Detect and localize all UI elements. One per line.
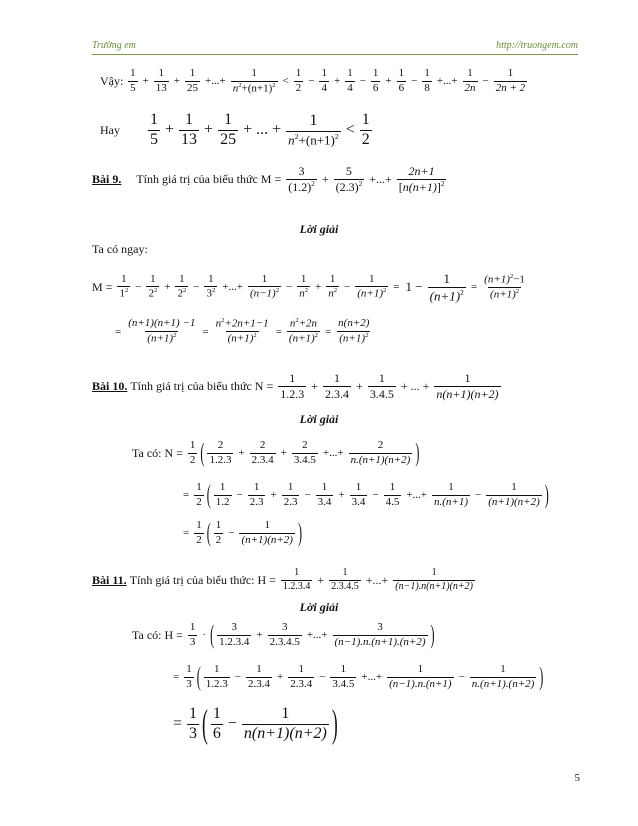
fraction: $\frac{1}{1.2.3.4}$ (282, 567, 311, 592)
fraction: $\frac{1}{2.3.4}$ (247, 663, 270, 690)
fraction: $\frac{1}{3^2}$ (206, 272, 216, 301)
bai9-text: Tính giá trị của biểu thức M = (136, 171, 282, 186)
fraction: $\frac{1}{4}$ (347, 67, 353, 94)
fraction: $\frac{1}{(n+1)^2}$ (429, 271, 464, 303)
fraction: $\frac{1}{2}$ (189, 439, 196, 466)
fraction: $\frac{1}{(n-1).n.(n+1)}$ (389, 663, 452, 690)
fraction: 1 $n^2+(n+1)^2$ (288, 112, 339, 148)
bai11-solution-line3: = $\frac{1}{3}$ ( 1 6 − $\frac{1}{n(n+1)(n+2)}$ ) (173, 701, 338, 746)
fraction: $\frac{1}{6}$ (372, 67, 379, 94)
bai9-solution-title: Lời giải (299, 222, 339, 236)
fraction: $\frac{1}{3.4.5}$ (369, 371, 394, 401)
fraction: $\frac{1}{3.4.5}$ (332, 663, 355, 690)
fraction: $\frac{1}{2n + 2}$ (495, 67, 526, 94)
bai9-solution-line1: M = $\frac{1}{1^2}$ − $\frac{1}{2^2}$ + $\frac{1}{2^2}$ − $\frac{1}{3^2}$ +...+ $\frac{1}{(n-1)^2}$ − $\frac{1}{n^2}$ + $\frac{1}{n^2}$ − $\frac{1}{(n+1)^2}$ = 1 − $\frac{1}{(n+1)^2}$ = $\frac{(n+1)^2-1}{(n+1)^2}$ (92, 271, 525, 303)
fraction: $\frac{1}{2.3}$ (283, 481, 298, 508)
vay-line: Vậy: 1 5 + $\frac{1}{13}$ + $\frac{1}{25}$ +...+ $\frac{1}{n^2+(n+1)^2}$ < 1 2 − $\frac{1}{4}$ + $\frac{1}{4}$ − $\frac{1}{6}$ + $\frac{1}{6}$ − $\frac{1}{8}$ +...+ $\frac{1}{2n}$ − $\frac{1}{2n + 2}$ (100, 67, 526, 95)
fraction: $\frac{n(n+2)}{(n+1)^2}$ (338, 317, 370, 345)
bai10-text: Tính giá trị của biểu thức N = (130, 378, 274, 393)
bai10-solution-line3: = $\frac{1}{2}$ ( 1 2 − $\frac{1}{(n+1)(n+2)}$ ) (183, 516, 302, 548)
fraction: $\frac{(n+1)(n+1) -1}{(n+1)^2}$ (128, 317, 196, 345)
fraction: 3 1.2.3.4 (219, 621, 250, 648)
fraction: 1 1.2.3 (205, 663, 228, 690)
fraction: $\frac{3}{(n-1).n.(n+1).(n+2)}$ (334, 621, 426, 648)
fraction: $\frac{1}{(n+1)^2}$ (357, 272, 387, 301)
fraction: $\frac{1}{2n}$ (464, 67, 476, 94)
fraction: $\frac{1}{4}$ (321, 67, 327, 94)
fraction: $\frac{1}{3}$ (189, 705, 198, 742)
fraction: $\frac{1}{1^2}$ (119, 272, 129, 301)
fraction: $\frac{1}{25}$ (220, 111, 237, 148)
fraction: 1 2 (361, 111, 370, 148)
page-number: 5 (574, 772, 580, 784)
bai10-solution-line2: = $\frac{1}{2}$ ( 1 1.2 − $\frac{1}{2.3}$ + $\frac{1}{2.3}$ − $\frac{1}{3.4}$ + $\frac{1}{3.4}$ − $\frac{1}{4.5}$ +...+ $\frac{1}{n.(n+1)}$ − $\frac{1}{(n+1)(n+2)}$ ) (183, 478, 549, 510)
bai11-solution-line1: Ta có: H = $\frac{1}{3}$ · ( 3 1.2.3.4 + $\frac{3}{2.3.4.5}$ +...+ $\frac{3}{(n-1).n.(n+1).(n+2)}$ ) (132, 618, 435, 650)
bai10-solution-title: Lời giải (299, 412, 339, 426)
fraction: 1 2 (215, 519, 222, 546)
fraction: $\frac{2}{n.(n+1)(n+2)}$ (350, 439, 411, 466)
fraction: $\frac{1}{(n-1)^2}$ (249, 272, 279, 301)
fraction: $\frac{1}{n^2}$ (328, 272, 338, 301)
fraction: 1 5 (130, 67, 136, 94)
fraction: $\frac{3}{2.3.4.5}$ (269, 621, 300, 648)
fraction: $\frac{n^2+2n+1-1}{(n+1)^2}$ (215, 317, 269, 345)
fraction: $\frac{1}{8}$ (424, 67, 430, 94)
fraction: $\frac{1}{25}$ (187, 67, 199, 94)
fraction: $\frac{n^2+2n}{(n+1)^2}$ (288, 317, 318, 345)
bai9-intro: Ta có ngay: (92, 242, 148, 256)
header-url: http://truongem.com (496, 40, 578, 51)
fraction: $\frac{1}{4.5}$ (385, 481, 400, 508)
fraction: $\frac{1}{3}$ (189, 621, 196, 648)
bai9-label: Bài 9. (92, 171, 122, 186)
fraction: $\frac{1}{n.(n+1).(n+2)}$ (471, 663, 535, 690)
fraction: $\frac{2n+1}{[n(n+1)]^2}$ (398, 164, 445, 194)
fraction: $\frac{2}{2.3.4}$ (251, 439, 274, 466)
bai11-text: Tính giá trị của biểu thức: H = (129, 572, 276, 587)
bai11-statement: Bài 11. Tính giá trị của biểu thức: H = $\frac{1}{1.2.3.4}$ + $\frac{1}{2.3.4.5}$ +...+ $\frac{1}{(n-1).n(n+1)(n+2)}$ (92, 567, 473, 592)
fraction: $\frac{1}{n(n+1)(n+2)}$ (436, 371, 499, 401)
fraction: $\frac{1}{3}$ (186, 663, 192, 690)
fraction: $\frac{1}{n.(n+1)}$ (434, 481, 469, 508)
fraction: $\frac{1}{2^2}$ (177, 272, 187, 301)
fraction: $\frac{1}{2.3.4}$ (290, 663, 313, 690)
fraction: $\frac{1}{n^2+(n+1)^2}$ (232, 67, 276, 95)
fraction: $\frac{1}{(n+1)(n+2)}$ (241, 519, 293, 546)
fraction: $\frac{1}{n^2}$ (299, 272, 309, 301)
bai10-statement: Bài 10. Tính giá trị của biểu thức N = $\frac{1}{1.2.3}$ + $\frac{1}{2.3.4}$ + $\frac{1}{3.4.5}$ + ... + $\frac{1}{n(n+1)(n+2)}$ (92, 371, 499, 401)
fraction: $\frac{1}{6}$ (398, 67, 405, 94)
bai9-solution-line2: = $\frac{(n+1)(n+1) -1}{(n+1)^2}$ = $\frac{n^2+2n+1-1}{(n+1)^2}$ = $\frac{n^2+2n}{(n+1)^2}$ = $\frac{n(n+2)}{(n+1)^2}$ (115, 317, 370, 345)
fraction: 1 1.2 (215, 481, 230, 508)
bai11-solution-title: Lời giải (299, 600, 339, 614)
fraction: $\frac{1}{3.4}$ (317, 481, 332, 508)
fraction: $\frac{1}{(n+1)(n+2)}$ (488, 481, 540, 508)
fraction: 1 2 (295, 67, 302, 94)
fraction: $\frac{1}{1.2.3}$ (280, 371, 305, 401)
fraction: $\frac{3}{(1.2)^2}$ (288, 164, 315, 194)
fraction: $\frac{1}{13}$ (181, 111, 198, 148)
fraction: $\frac{1}{13}$ (155, 67, 167, 94)
bai11-solution-line2: = $\frac{1}{3}$ ( 1 1.2.3 − $\frac{1}{2.3.4}$ + $\frac{1}{2.3.4}$ − $\frac{1}{3.4.5}$ +...+ $\frac{1}{(n-1).n.(n+1)}$ − $\frac{1}{n.(n+1).(n+2)}$ ) (173, 660, 544, 692)
fraction: 1 6 (212, 705, 221, 742)
hay-label: Hay (100, 122, 120, 137)
fraction: $\frac{2}{3.4.5}$ (293, 439, 316, 466)
bai11-label: Bài 11. (92, 572, 127, 587)
fraction: $\frac{1}{2.3.4.5}$ (331, 567, 359, 592)
header-rule (92, 54, 578, 55)
fraction: 1 5 (150, 111, 158, 148)
vay-label: Vậy: (100, 73, 124, 88)
bai9-statement: Bài 9. Tính giá trị của biểu thức M = $\frac{3}{(1.2)^2}$ + $\frac{5}{(2.3)^2}$ +...+ $\frac{2n+1}{[n(n+1)]^2}$ (92, 164, 445, 194)
fraction: $\frac{(n+1)^2-1}{(n+1)^2}$ (484, 272, 525, 301)
fraction: 2 1.2.3 (209, 439, 232, 466)
fraction: $\frac{1}{2}$ (196, 481, 202, 508)
fraction: $\frac{1}{2^2}$ (148, 272, 158, 301)
fraction: $\frac{1}{n(n+1)(n+2)}$ (243, 705, 327, 742)
bai10-label: Bài 10. (92, 378, 128, 393)
fraction: $\frac{1}{2}$ (196, 519, 202, 546)
header-site-name: Trường em (92, 40, 136, 51)
bai10-solution-line1: Ta có: N = $\frac{1}{2}$ ( 2 1.2.3 + $\frac{2}{2.3.4}$ + $\frac{2}{3.4.5}$ +...+ $\frac{2}{n.(n+1)(n+2)}$ ) (132, 436, 420, 468)
fraction: $\frac{1}{2.3.4}$ (325, 371, 350, 401)
fraction: $\frac{1}{3.4}$ (351, 481, 366, 508)
hay-line: Hay 1 5 + $\frac{1}{13}$ + $\frac{1}{25}$ + ... + 1 $n^2+(n+1)^2$ < 1 2 (100, 111, 370, 148)
fraction: $\frac{5}{(2.3)^2}$ (335, 164, 363, 194)
fraction: $\frac{1}{2.3}$ (249, 481, 264, 508)
fraction: $\frac{1}{(n-1).n(n+1)(n+2)}$ (395, 567, 473, 592)
